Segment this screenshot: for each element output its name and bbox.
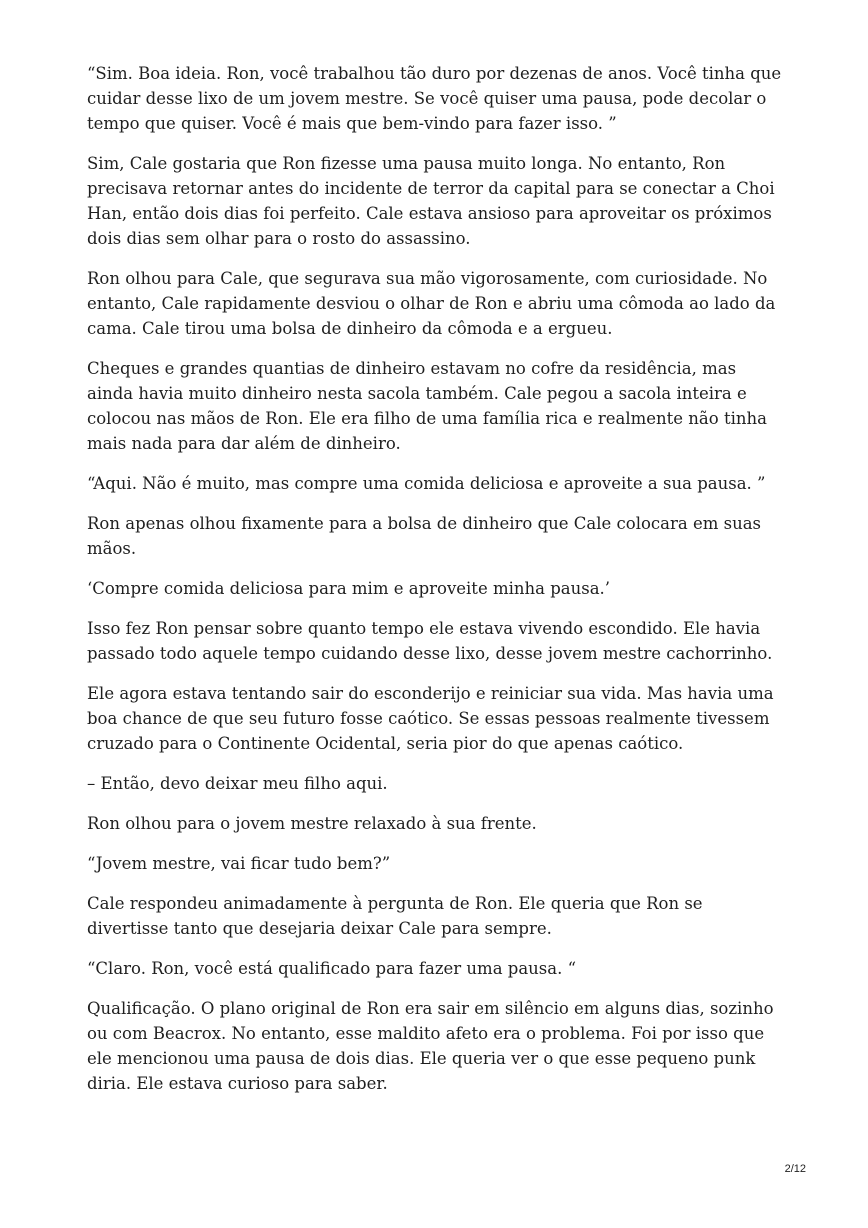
paragraph: “Sim. Boa ideia. Ron, você trabalhou tão duro por dezenas de anos. Você tinha que cuidar desse lixo de um jovem mestre. Se você quiser uma pausa, pode decolar o tempo que quiser. Você é mais que bem-vindo para fazer isso. ” [87, 64, 782, 133]
paragraph: Ron apenas olhou fixamente para a bolsa de dinheiro que Cale colocara em suas mãos. [87, 514, 762, 558]
paragraph: Cale respondeu animadamente à pergunta de Ron. Ele queria que Ron se divertisse tanto que desejaria deixar Cale para sempre. [87, 894, 703, 938]
paragraph: Ele agora estava tentando sair do esconderijo e reiniciar sua vida. Mas havia uma boa chance de que seu futuro fosse caótico. Se essas pessoas realmente tivessem cruzado para o Continente Ocidental, seria pior do que apenas caótico. [87, 684, 774, 753]
paragraph: “Aqui. Não é muito, mas compre uma comida deliciosa e aproveite a sua pausa. ” [87, 474, 766, 493]
paragraph: Cheques e grandes quantias de dinheiro estavam no cofre da residência, mas ainda havia muito dinheiro nesta sacola também. Cale pegou a sacola inteira e colocou nas mãos de Ron. Ele era filho de uma família rica e realmente não tinha mais nada para dar além de dinheiro. [87, 359, 767, 453]
paragraph: Sim, Cale gostaria que Ron fizesse uma pausa muito longa. No entanto, Ron precisava retornar antes do incidente de terror da capital para se conectar a Choi Han, então dois dias foi perfeito. Cale estava ansioso para aproveitar os próximos dois dias sem olhar para o rosto do assassino. [87, 154, 775, 248]
paragraph: Isso fez Ron pensar sobre quanto tempo ele estava vivendo escondido. Ele havia passado todo aquele tempo cuidando desse lixo, desse jovem mestre cachorrinho. [87, 619, 773, 663]
paragraph: Qualificação. O plano original de Ron era sair em silêncio em alguns dias, sozinho ou com Beacrox. No entanto, esse maldito afeto era o problema. Foi por isso que ele mencionou uma pausa de dois dias. Ele queria ver o que esse pequeno punk diria. Ele estava curioso para saber. [87, 999, 774, 1093]
paragraph: ‘Compre comida deliciosa para mim e aproveite minha pausa.’ [87, 579, 611, 598]
paragraph: – Então, devo deixar meu filho aqui. [87, 774, 388, 793]
page-number: 2/12 [784, 1163, 806, 1175]
paragraph: “Jovem mestre, vai ficar tudo bem?” [87, 854, 391, 873]
document-body [87, 61, 787, 1111]
paragraph: “Claro. Ron, você está qualificado para fazer uma pausa. “ [87, 959, 577, 978]
paragraph: Ron olhou para o jovem mestre relaxado à sua frente. [87, 814, 537, 833]
paragraph: Ron olhou para Cale, que segurava sua mão vigorosamente, com curiosidade. No entanto, Cale rapidamente desviou o olhar de Ron e abriu uma cômoda ao lado da cama. Cale tirou uma bolsa de dinheiro da cômoda e a ergueu. [87, 269, 776, 338]
